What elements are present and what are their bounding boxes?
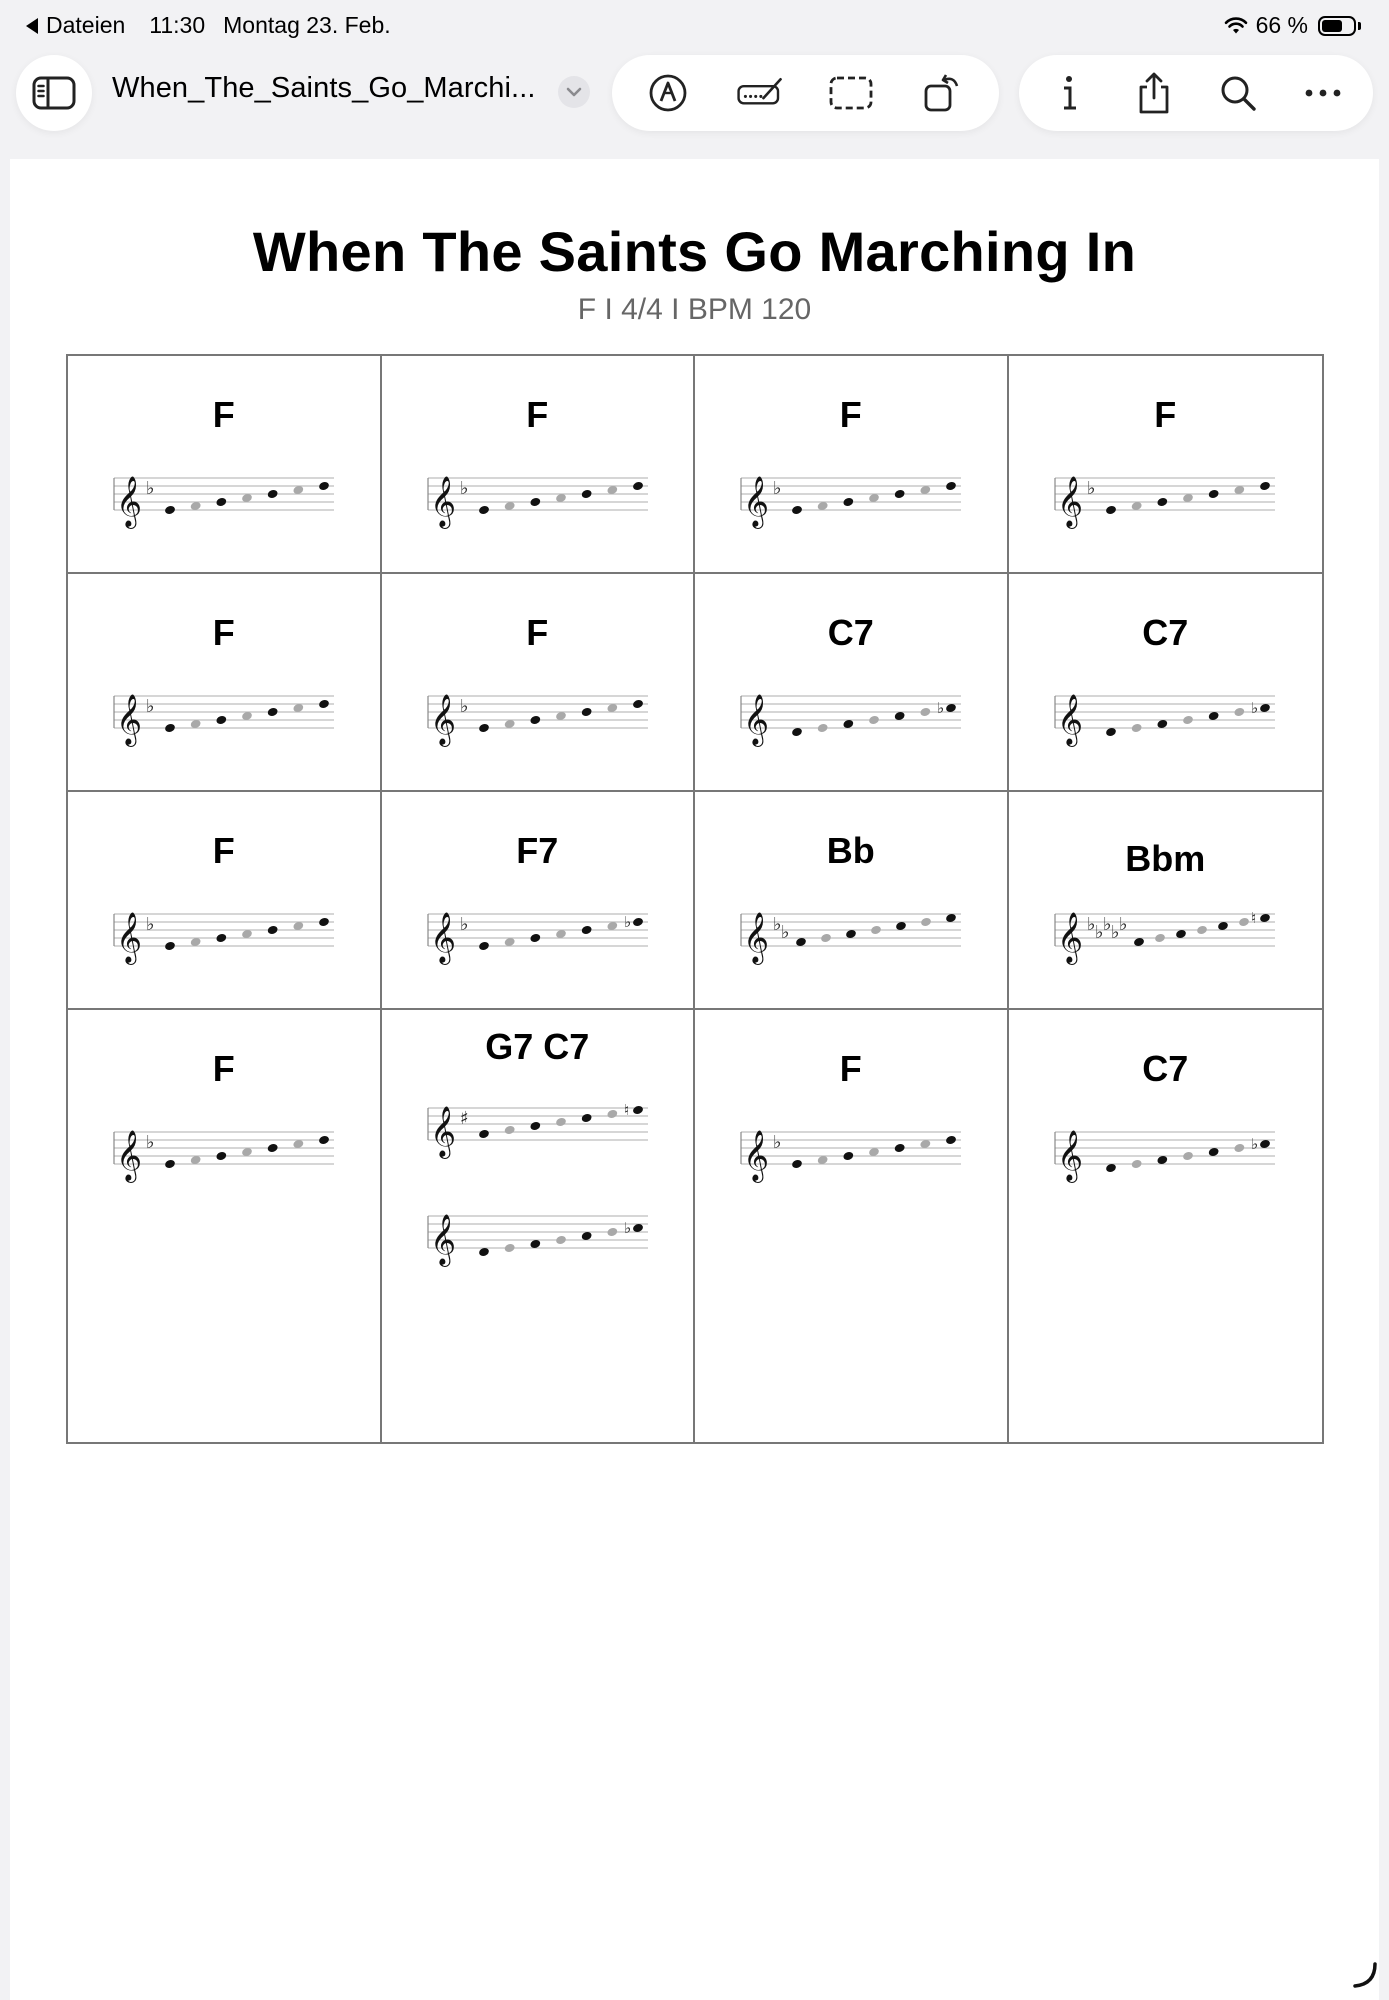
scale-note [318, 917, 330, 928]
info-button[interactable] [1045, 69, 1093, 117]
treble-clef: 𝄞 [116, 694, 143, 745]
more-icon [1303, 88, 1343, 98]
scale-note [215, 715, 227, 726]
treble-clef: 𝄞 [1056, 476, 1083, 527]
document-title[interactable]: When_The_Saints_Go_Marchi... [112, 72, 536, 104]
scale-note [920, 917, 932, 928]
key-signature-accidental: ♭ [1118, 914, 1127, 935]
document-page [10, 159, 1379, 2000]
key-signature-accidental: ♭ [781, 922, 790, 943]
markup-tools-group [612, 55, 999, 131]
scale-note [842, 1151, 854, 1162]
scale-note [1154, 933, 1166, 944]
back-to-files-button[interactable] [26, 12, 125, 39]
scale-note [1259, 481, 1271, 492]
chord-label: C7 [827, 612, 874, 653]
chord-cell [68, 356, 382, 574]
select-region-button[interactable] [827, 69, 875, 117]
chord-label: C7 [1142, 1048, 1189, 1089]
chord-label: F [212, 612, 235, 653]
key-signature-accidental: ♭ [1086, 478, 1095, 499]
scale-note [632, 699, 644, 710]
key-signature-accidental: ♭ [1094, 922, 1103, 943]
chord-label: C7 [1142, 612, 1189, 653]
battery-nub [1358, 22, 1361, 30]
clock-date: Montag 23. Feb. [223, 12, 391, 38]
chord-label: F [1154, 394, 1177, 435]
back-arrow-icon [26, 18, 38, 34]
scale-note [1233, 1143, 1245, 1154]
scale-note [529, 715, 541, 726]
treble-clef: 𝄞 [116, 1130, 143, 1181]
scale-note [1207, 489, 1219, 500]
key-signature-accidental: ♭ [773, 478, 782, 499]
treble-clef: 𝄞 [743, 912, 770, 963]
wifi-icon [1224, 17, 1248, 35]
scale-note [606, 1109, 618, 1120]
scale-note [1196, 925, 1208, 936]
rotate-icon [922, 72, 964, 114]
scale-staff [1053, 1120, 1277, 1186]
markup-button[interactable] [644, 69, 692, 117]
key-signature-accidental: ♭ [146, 914, 155, 935]
scale-note [215, 1151, 227, 1162]
scale-note [529, 933, 541, 944]
sidebar-icon [32, 76, 76, 110]
scale-note [1156, 497, 1168, 508]
chord-cell [1009, 574, 1323, 792]
scale-staff [739, 1120, 963, 1186]
scale-note [791, 1159, 803, 1170]
scale-note [791, 505, 803, 516]
back-label: Dateien [46, 12, 126, 38]
scale-note [945, 481, 957, 492]
scale-note [1130, 723, 1142, 734]
scale-note [919, 707, 931, 718]
chord-cell [68, 792, 382, 1010]
scale-staff-g7 [426, 1096, 650, 1162]
treble-clef: 𝄞 [429, 694, 456, 745]
chord-label: Bbm [1125, 838, 1206, 879]
scale-note [580, 1113, 592, 1124]
chord-cell [68, 1010, 382, 1442]
scale-note [842, 497, 854, 508]
sheet-meta: F I 4/4 I BPM 120 [577, 293, 812, 326]
chord-cell [382, 574, 696, 792]
resize-corner-icon [1349, 1960, 1379, 1990]
note-accidental: ♭ [937, 699, 945, 717]
search-icon [1218, 73, 1258, 113]
signature-icon [736, 73, 784, 113]
sheet-title: When The Saints Go Marching In [252, 220, 1137, 283]
signature-button[interactable] [736, 69, 784, 117]
chord-cell [68, 574, 382, 792]
scale-staff-c7 [426, 1204, 650, 1270]
chord-cell [695, 574, 1009, 792]
info-icon [1057, 73, 1081, 113]
scale-note [817, 723, 829, 734]
key-signature-accidental: ♭ [1086, 914, 1095, 935]
key-signature-accidental: ♯ [459, 1108, 469, 1129]
scale-staff [739, 902, 963, 968]
scale-note [503, 1125, 515, 1136]
treble-clef: 𝄞 [743, 476, 770, 527]
treble-clef: 𝄞 [743, 694, 770, 745]
scale-note [945, 1135, 957, 1146]
scale-note [1130, 1159, 1142, 1170]
chord-cell [1009, 792, 1323, 1010]
treble-clef: 𝄞 [116, 476, 143, 527]
scale-note [580, 489, 592, 500]
treble-clef: 𝄞 [429, 912, 456, 963]
scale-staff [1053, 466, 1277, 532]
chord-cell [1009, 1010, 1323, 1442]
chord-cell [382, 356, 696, 574]
scale-staff [1053, 902, 1277, 968]
scale-note [632, 917, 644, 928]
scale-note [632, 481, 644, 492]
note-accidental: ♮ [1250, 909, 1256, 927]
document-actions-group [1019, 55, 1373, 131]
scale-note [632, 1105, 644, 1116]
chord-cell [695, 1010, 1009, 1442]
scale-staff [426, 466, 650, 532]
note-accidental: ♭ [623, 913, 631, 931]
selection-rect-icon [828, 75, 874, 111]
battery-icon [1318, 16, 1356, 36]
chord-label: G7 C7 [485, 1026, 590, 1067]
scale-staff [739, 466, 963, 532]
scale-note [164, 723, 176, 734]
scale-staff [112, 1120, 336, 1186]
scale-note [267, 1143, 279, 1154]
scale-staff [739, 684, 963, 750]
clock-time: 11:30 [149, 12, 206, 38]
scale-note [164, 1159, 176, 1170]
scale-note [267, 925, 279, 936]
scale-note [868, 715, 880, 726]
chord-cell [1009, 356, 1323, 574]
chord-cell [382, 1010, 696, 1442]
key-signature-accidental: ♭ [459, 478, 468, 499]
key-signature-accidental: ♭ [1102, 914, 1111, 935]
scale-note [606, 1227, 618, 1238]
share-button[interactable] [1130, 69, 1178, 117]
scale-note [267, 707, 279, 718]
scale-note [503, 1243, 515, 1254]
scale-staff [426, 684, 650, 750]
scale-note [478, 941, 490, 952]
chord-label: F [212, 394, 235, 435]
key-signature-accidental: ♭ [1110, 922, 1119, 943]
chord-label: F [212, 1048, 235, 1089]
scale-note [580, 707, 592, 718]
scale-note [318, 481, 330, 492]
treble-clef: 𝄞 [116, 912, 143, 963]
scale-staff [426, 902, 650, 968]
note-accidental: ♭ [1250, 1135, 1258, 1153]
key-signature-accidental: ♭ [146, 1132, 155, 1153]
treble-clef: 𝄞 [1056, 912, 1083, 963]
scale-note [870, 925, 882, 936]
note-accidental: ♭ [1250, 699, 1258, 717]
scale-note [894, 489, 906, 500]
scale-note [164, 505, 176, 516]
scale-note [215, 497, 227, 508]
scale-note [894, 1143, 906, 1154]
search-button[interactable] [1214, 69, 1262, 117]
battery-percent: 66 % [1255, 12, 1308, 38]
key-signature-accidental: ♭ [773, 1132, 782, 1153]
key-signature-accidental: ♭ [146, 478, 155, 499]
scale-note [1105, 505, 1117, 516]
scale-note [1182, 715, 1194, 726]
chord-label: F [526, 612, 549, 653]
key-signature-accidental: ♭ [146, 696, 155, 717]
scale-note [1238, 917, 1250, 928]
treble-clef: 𝄞 [743, 1130, 770, 1181]
chord-label: F7 [516, 830, 559, 871]
scale-note [1182, 1151, 1194, 1162]
markup-pen-icon [648, 73, 688, 113]
scale-note [164, 941, 176, 952]
scale-note [529, 497, 541, 508]
chord-grid [66, 354, 1324, 1444]
key-signature-accidental: ♭ [459, 914, 468, 935]
chevron-down-icon [566, 87, 582, 97]
scale-note [478, 505, 490, 516]
status-bar [0, 0, 1389, 52]
scale-note [478, 723, 490, 734]
share-icon [1136, 71, 1172, 115]
chord-cell [382, 792, 696, 1010]
scale-note [555, 1117, 567, 1128]
scale-note [318, 699, 330, 710]
scale-note [580, 925, 592, 936]
scale-staff [112, 684, 336, 750]
more-button[interactable] [1299, 69, 1347, 117]
chord-label: F [212, 830, 235, 871]
scale-note [267, 489, 279, 500]
scale-staff [1053, 684, 1277, 750]
scale-note [555, 1235, 567, 1246]
scale-note [318, 1135, 330, 1146]
note-accidental: ♭ [623, 1219, 631, 1237]
treble-clef: 𝄞 [1056, 1130, 1083, 1181]
scale-note [529, 1121, 541, 1132]
treble-clef: 𝄞 [429, 1106, 456, 1157]
chord-label: Bb [826, 830, 875, 871]
scale-note [1233, 707, 1245, 718]
chord-label: F [839, 394, 862, 435]
scale-staff [112, 902, 336, 968]
chord-label: F [839, 1048, 862, 1089]
title-menu-button[interactable] [558, 76, 590, 108]
rotate-button[interactable] [919, 69, 967, 117]
key-signature-accidental: ♭ [773, 914, 782, 935]
scale-note [478, 1129, 490, 1140]
sidebar-toggle-button[interactable] [16, 55, 92, 131]
chord-cell [695, 356, 1009, 574]
treble-clef: 𝄞 [1056, 694, 1083, 745]
note-accidental: ♮ [623, 1101, 629, 1119]
scale-staff [112, 466, 336, 532]
key-signature-accidental: ♭ [459, 696, 468, 717]
treble-clef: 𝄞 [429, 476, 456, 527]
treble-clef: 𝄞 [429, 1214, 456, 1265]
chord-cell [695, 792, 1009, 1010]
scale-note [820, 933, 832, 944]
scale-note [215, 933, 227, 944]
chord-label: F [526, 394, 549, 435]
